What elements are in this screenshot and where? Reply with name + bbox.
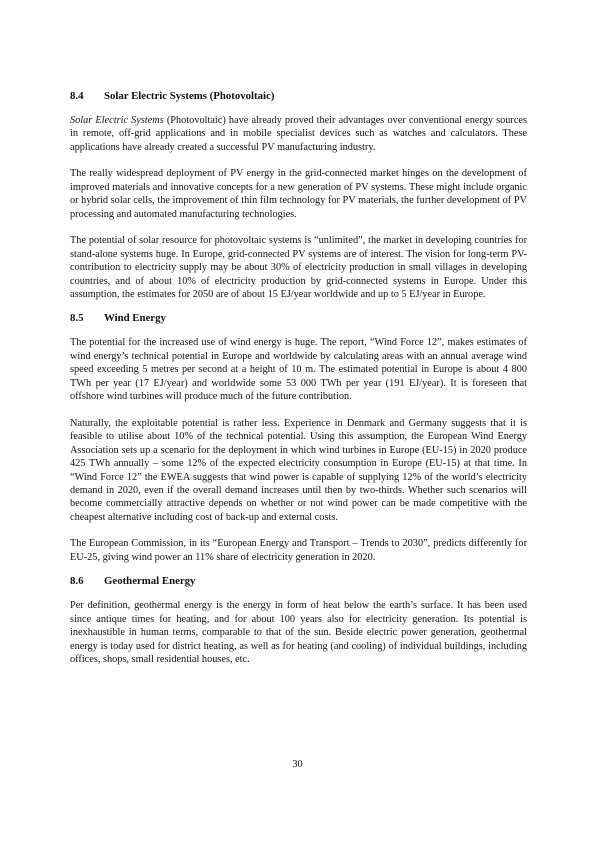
section-number: 8.6 (70, 575, 84, 588)
paragraph: The really widespread deployment of PV energy in the grid-connected market hinges on the development of improved materials and innovative concepts for a new generation of PV systems. These might include organic or hybrid solar cells, the improvement of thin film technology for PV materials, the further development of PV processing and automated manufacturing technologies. (70, 168, 527, 220)
section-number: 8.4 (70, 90, 84, 102)
section-heading-solar (70, 89, 527, 103)
paragraph: The potential for the increased use of wind energy is huge. The report, “Wind Force 12”, makes estimates of wind energy’s technical potential in Europe and worldwide by calculating areas with an annual average wind speed exceeding 5 metres per second at a height of 10 m. The estimated potential in Europe is about 4 800 TWh per year (17 EJ/year) and worldwide some 53 000 TWh per year (191 EJ/year). It is foreseen that offshore wind turbines will produce much of the future contribution. (70, 337, 527, 403)
paragraph: The European Commission, in its “European Energy and Transport – Trends to 2030”, predicts differently for EU-25, giving wind power an 11% share of electricity generation in 2020. (70, 538, 527, 563)
section-heading-geothermal (70, 574, 527, 588)
paragraph: Naturally, the exploitable potential is rather less. Experience in Denmark and Germany suggests that it is feasible to utilise about 10% of the technical potential. Using this assumption, the European Wind Energy Association sets up a scenario for the deployment in which wind turbines in Europe (EU-15) in 2020 produce 425 TWh annually – some 12% of the expected electricity consumption in Europe (EU-15) at that time. In “Wind Force 12” the EWEA suggests that wind power is capable of supplying 12% of the world’s electricity demand in 2020, even if the overall demand increases until then by two-thirds. Whether such scenarios will become commercially attractive depends on whether or not wind power can be made competitive with the cheapest alternative including cost of back-up and external costs. (70, 417, 527, 523)
section-number: 8.5 (70, 312, 84, 325)
section-title: Geothermal Energy (104, 575, 196, 588)
paragraph: The potential of solar resource for photovoltaic systems is “unlimited”, the market in developing countries for stand-alone systems huge. In Europe, grid-connected PV systems are of interest. The vision for long-term PV-contribution to electricity supply may be about 30% of electricity production in small villages in developing countries, and of about 10% of electricity production by grid-connected systems in Europe. Under this assumption, the estimates for 2050 are of about 15 EJ/year worldwide and up to 5 EJ/year in Europe. (70, 235, 527, 300)
section-heading-wind (70, 311, 527, 325)
paragraph (70, 114, 527, 154)
paragraph-text: (Photovoltaic) have already proved their advantages over conventional energy sources in remote, off-grid applications and in mobile specialist devices such as watches and calculators. These applications have already created a successful PV manufacturing industry. (70, 115, 527, 153)
section-title: Wind Energy (104, 312, 166, 325)
paragraph: Per definition, geothermal energy is the energy in form of heat below the earth’s surface. It has been used since antique times for heating, and for about 100 years also for electricity generation. Its potential is inexhaustible in human terms, comparable to that of the sun. Beside electric power generation, geothermal energy is today used for district heating, as well as for heating (and cooling) of individual buildings, including offices, shops, small residential houses, etc. (70, 600, 527, 666)
document-page (70, 89, 527, 680)
page-number: 30 (292, 759, 303, 770)
italic-term: Solar Electric Systems (70, 115, 164, 126)
section-title: Solar Electric Systems (Photovoltaic) (104, 90, 275, 102)
